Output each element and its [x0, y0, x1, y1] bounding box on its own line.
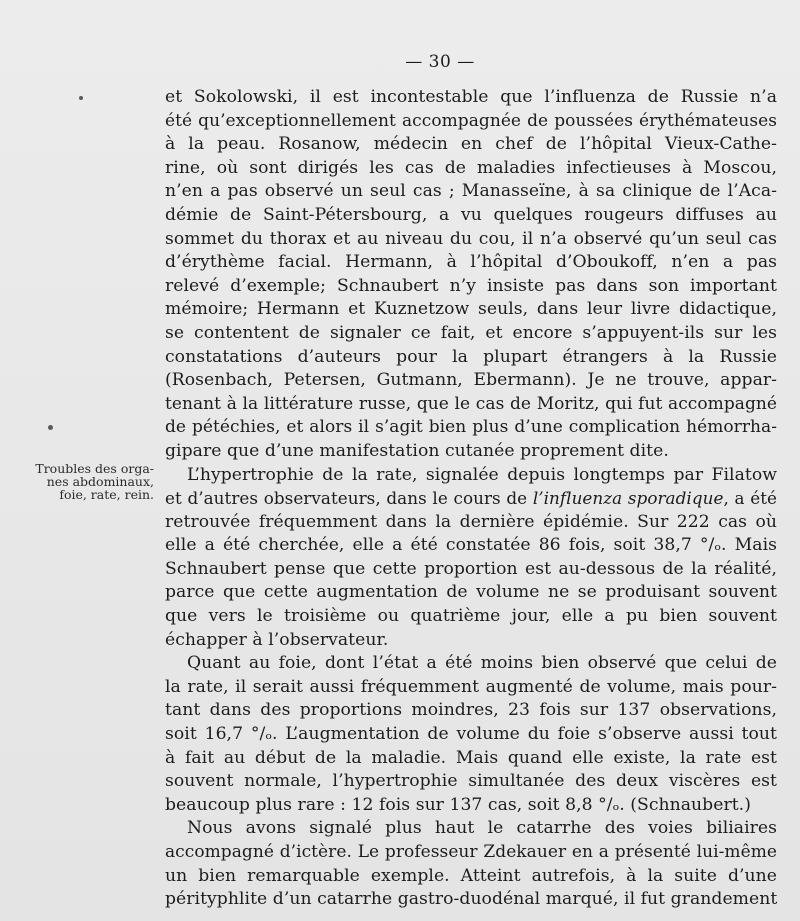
text-line: tenant à la littérature russe, que le cas de Moritz, qui fut accompagné — [165, 393, 777, 414]
text-line: que vers le troisième ou quatrième jour, elle a pu bien souvent — [165, 606, 777, 627]
text-line: L’hypertrophie de la rate, signalée depuis longtemps par Filatow — [187, 464, 777, 485]
page-number: — 30 — — [405, 52, 475, 72]
text-line: de pétéchies, et alors il s’agit bien plus d’une complication hémorrha- — [165, 417, 777, 438]
text-line: n’en a pas observé un seul cas ; Manasseïne, à sa clinique de l’Aca- — [165, 181, 777, 202]
text-line: beaucoup plus rare : 12 fois sur 137 cas, soit 8,8 °/ₒ. (Schnaubert.) — [165, 794, 751, 815]
text-line: un bien remarquable exemple. Atteint autrefois, à la suite d’une — [165, 865, 777, 886]
margin-speck — [79, 96, 83, 100]
text-line: gipare que d’une manifestation cutanée proprement dite. — [165, 440, 669, 461]
text-line: échapper à l’observateur. — [165, 629, 389, 650]
text-line: souvent normale, l’hypertrophie simultanée des deux viscères est — [165, 771, 777, 792]
text-line: Quant au foie, dont l’état a été moins bien observé que celui de — [187, 653, 777, 674]
text-line: démie de Saint-Pétersbourg, a vu quelques rougeurs diffuses au — [165, 204, 777, 225]
paragraph — [165, 86, 777, 464]
text-line: (Rosenbach, Petersen, Gutmann, Ebermann). Je ne trouve, appar- — [165, 370, 777, 391]
text-segment: , a été — [723, 488, 778, 509]
text-line: tant dans des proportions moindres, 23 fois sur 137 observations, — [165, 700, 777, 721]
text-line: pérityphlite d’un catarrhe gastro-duodénal marqué, il fut grandement — [165, 889, 778, 910]
body-text — [165, 86, 777, 912]
text-line: Nous avons signalé plus haut le catarrhe des voies biliaires — [187, 818, 777, 839]
text-line: relevé d’exemple; Schnaubert n’y insiste pas dans son important — [165, 275, 777, 296]
text-segment: et d’autres observateurs, dans le cours de — [165, 488, 533, 509]
italic-phrase: l’influenza sporadique — [532, 488, 724, 509]
text-line: se contentent de signaler ce fait, et encore s’appuyent-ils sur les — [165, 322, 777, 343]
paragraph — [165, 817, 777, 911]
text-line-italic — [165, 487, 777, 511]
text-line: rine, où sont dirigés les cas de maladies infectieuses à Moscou, — [165, 157, 777, 178]
text-line: été qu’exceptionnellement accompagnée de poussées érythémateuses — [165, 110, 777, 131]
margin-speck — [48, 425, 53, 430]
text-line: et Sokolowski, il est incontestable que l’influenza de Russie n’a — [165, 87, 777, 107]
margin-note-line: foie, rate, rein. — [59, 487, 154, 502]
text-line: la rate, il serait aussi fréquemment augmenté de volume, mais pour- — [165, 676, 777, 697]
text-line: mémoire; Hermann et Kuznetzow seuls, dans leur livre didactique, — [165, 299, 777, 320]
paragraph — [165, 464, 777, 653]
text-line: soit 16,7 °/ₒ. L’augmentation de volume du foie s’observe aussi tout — [165, 724, 777, 745]
text-line: à la peau. Rosanow, médecin en chef de l’hôpital Vieux-Cathe- — [165, 134, 777, 155]
text-line: d’érythème facial. Hermann, à l’hôpital d’Oboukoff, n’en a pas — [165, 252, 777, 273]
margin-note — [22, 462, 154, 501]
text-line: constatations d’auteurs pour la plupart étrangers à la Russie — [165, 346, 777, 367]
margin-note-line: nes abdominaux, — [46, 474, 154, 489]
margin-note-line: Troubles des orga- — [35, 461, 154, 476]
text-line: elle a été cherchée, elle a été constatée 86 fois, soit 38,7 °/ₒ. Mais — [165, 535, 777, 556]
text-line: à fait au début de la maladie. Mais quand elle existe, la rate est — [165, 747, 777, 768]
text-line: parce que cette augmentation de volume ne se produisant souvent — [165, 582, 777, 603]
text-line: retrouvée fréquemment dans la dernière épidémie. Sur 222 cas où — [165, 511, 777, 532]
text-line: Schnaubert pense que cette proportion est au-dessous de la réalité, — [165, 558, 777, 579]
text-line: sommet du thorax et au niveau du cou, il n’a observé qu’un seul cas — [165, 228, 777, 249]
paragraph — [165, 652, 777, 817]
text-line: accompagné d’ictère. Le professeur Zdekauer en a présenté lui-même — [165, 842, 777, 862]
